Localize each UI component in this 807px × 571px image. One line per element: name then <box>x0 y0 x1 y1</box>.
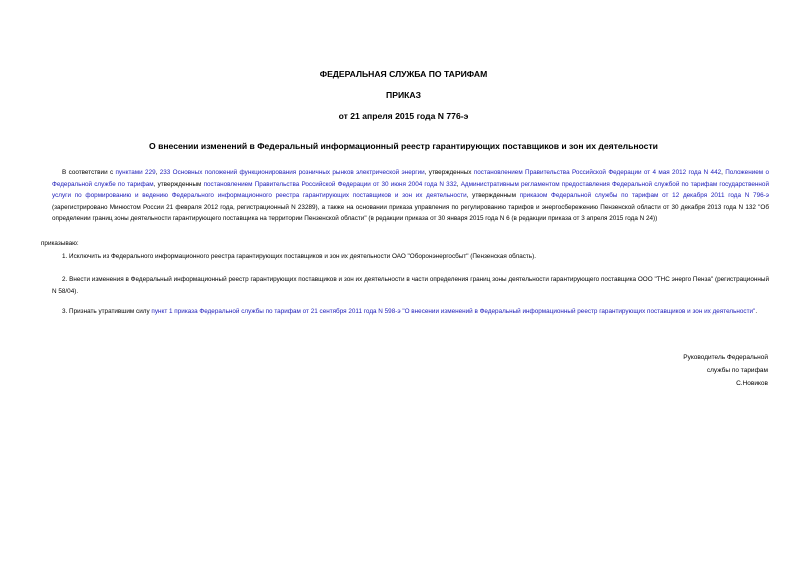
document-type: ПРИКАЗ <box>386 90 421 100</box>
order-item-2: 2. Внести изменения в Федеральный информационный реестр гарантирующих поставщиков и зон их деятельности в части определения границ зоны деятельности гарантирующего поставщика ООО "ТНС энерго Пенза" (регистрационный N 58/04). <box>52 276 769 295</box>
signature-position-line2: службы по тарифам <box>706 367 768 374</box>
order-item-1: 1. Исключить из Федерального информационного реестра гарантирующих поставщиков и зон их деятельности ОАО "Оборонэнергосбыт" (Пензенская область). <box>62 253 536 260</box>
link-postanovlenie-332[interactable]: постановлением Правительства Российской Федерации от 30 июня 2004 года N 332 <box>203 180 457 188</box>
document-date-number: от 21 апреля 2015 года N 776-э <box>338 111 469 121</box>
preamble-text: (зарегистрировано Минюстом России 21 февраля 2012 года, регистрационный N 23289), а также на основании приказа управления по регулированию тарифов и энергосбережению Пензенской области от 30 декабря 2013 года N 132 "Об определении границ зоны деятельности гарантирующего поставщика на территории Пензенской области" (в редакции приказа от 30 января 2015 года N 6 (в редакции приказа от 3 апреля 2015 года N 24)) <box>52 203 769 222</box>
order-item-3-end: . <box>755 308 758 315</box>
preamble-text: , <box>456 180 461 188</box>
preamble-text: , утвержденных <box>424 169 474 176</box>
preamble-text: В соответствии с <box>62 169 116 176</box>
signature-position-line1: Руководитель Федеральной <box>683 354 768 361</box>
link-osnovnye-polozheniya[interactable]: 233 Основных положений функционирования розничных рынков электрической энергии <box>159 169 425 176</box>
preamble-text: , утвержденным <box>466 192 520 199</box>
signature-name: С.Новиков <box>736 380 768 387</box>
link-prikaz-598e[interactable]: пункт 1 приказа Федеральной службы по тарифам от 21 сентября 2011 года N 598-э "О внесении изменений в Федеральный информационный реестр гарантирующих поставщиков и зон их деятельности" <box>151 308 756 315</box>
link-prikaz-796e[interactable]: приказом Федеральной службы по тарифам от 12 декабря 2011 года N 796-э <box>519 192 769 199</box>
preamble-text: , <box>721 169 726 176</box>
preamble-paragraph <box>52 167 769 225</box>
agency-name: ФЕДЕРАЛЬНАЯ СЛУЖБА ПО ТАРИФАМ <box>319 69 488 79</box>
order-item-3-text: 3. Признать утратившим силу <box>62 308 152 315</box>
link-punkt-229[interactable]: пунктами 229 <box>115 169 156 176</box>
preamble-text: , утвержденным <box>153 180 204 188</box>
document-title: О внесении изменений в Федеральный информационный реестр гарантирующих поставщиков и зон их деятельности <box>149 141 658 151</box>
link-postanovlenie-442[interactable]: постановлением Правительства Российской Федерации от 4 мая 2012 года N 442 <box>473 169 722 176</box>
link-admin-reglament[interactable]: Административным регламентом предоставления Федеральной службой по тарифам государственной услуги по формированию и ведению Федерального информационного реестра гарантирующих поставщиков и зон их деятельности <box>52 180 769 199</box>
preamble-text: , <box>155 169 160 176</box>
order-item-3 <box>52 306 769 318</box>
link-polozhenie-fst[interactable]: Положением о Федеральной службе по тарифам <box>52 169 770 188</box>
order-word: приказываю: <box>41 240 79 247</box>
